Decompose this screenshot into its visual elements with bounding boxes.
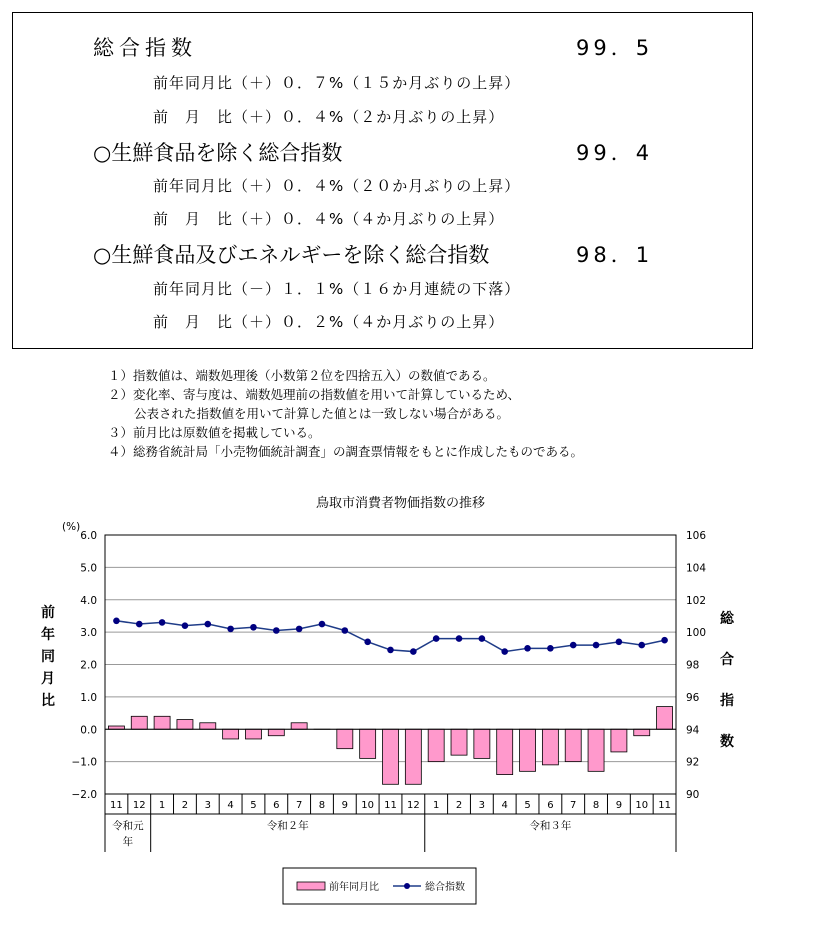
- bar-21: [565, 729, 581, 761]
- y-left-label-char: 年: [41, 627, 55, 643]
- y-left-tick-label: 0.0: [80, 724, 97, 737]
- x-tick-label-2: 12: [132, 800, 146, 811]
- y-left-tick-label: 1.0: [80, 691, 97, 704]
- bar-14: [405, 729, 421, 784]
- index-point-12: [364, 639, 371, 646]
- index-point-4: [182, 622, 189, 629]
- bar-13: [383, 729, 399, 784]
- y-right-tick-label: 104: [686, 562, 707, 575]
- x-tick-label-8: 6: [273, 800, 280, 811]
- summary-box: [12, 12, 753, 349]
- bar-25: [657, 707, 673, 730]
- index-point-7: [250, 624, 257, 631]
- x-tick-label-12: 10: [361, 800, 375, 811]
- y-left-label-char: 前: [41, 605, 55, 621]
- y-right-tick-label: 98: [686, 659, 700, 672]
- y-left-tick-label: 2.0: [80, 659, 97, 672]
- y-left-tick-label: 4.0: [80, 594, 97, 607]
- bar-4: [177, 720, 193, 730]
- x-tick-label-14: 12: [406, 800, 420, 811]
- y-left-label-char: 同: [41, 649, 55, 665]
- index-point-11: [342, 627, 349, 634]
- x-tick-label-22: 8: [592, 800, 600, 811]
- x-tick-label-18: 4: [501, 800, 508, 811]
- legend-line-marker: [404, 883, 410, 889]
- section-3-title: ○生鮮食品及びエネルギーを除く総合指数: [93, 243, 490, 267]
- section-3-line-1: 前年同月比（－）１．１%（１６か月連続の下落）: [153, 280, 521, 298]
- y-right-tick-label: 106: [686, 530, 707, 542]
- bar-20: [542, 729, 558, 765]
- section-2-title: ○生鮮食品を除く総合指数: [93, 141, 343, 165]
- x-tick-label-1: 11: [110, 800, 123, 811]
- index-point-14: [410, 648, 417, 655]
- note-2: ２）変化率、寄与度は、端数処理前の指数値を用いて計算しているため、: [108, 387, 521, 402]
- x-tick-label-23: 9: [615, 800, 623, 811]
- x-tick-label-9: 7: [295, 800, 303, 811]
- x-tick-label-20: 6: [547, 800, 554, 811]
- bar-6: [223, 729, 239, 739]
- y-right-label-char: 数: [720, 734, 734, 750]
- y-left-label-char: 月: [41, 671, 55, 687]
- y-left-unit: (%): [62, 521, 81, 533]
- x-tick-label-4: 2: [181, 800, 189, 811]
- section-2-value: 99．4: [576, 141, 654, 165]
- y-right-tick-label: 92: [686, 756, 700, 769]
- notes: [108, 366, 583, 461]
- index-point-10: [319, 621, 326, 628]
- y-right-label-char: 合: [720, 652, 734, 668]
- y-left-tick-label: 5.0: [80, 562, 97, 575]
- bar-9: [291, 723, 307, 729]
- cpi-chart: [0, 480, 819, 926]
- year-label-1: 年: [122, 836, 134, 848]
- x-tick-label-16: 2: [455, 800, 463, 811]
- section-1-line-2: 前 月 比（＋）０．４%（２か月ぶりの上昇）: [153, 108, 505, 126]
- legend-bar-label: 前年同月比: [329, 882, 379, 893]
- bar-3: [154, 716, 170, 729]
- x-tick-label-25: 11: [658, 800, 671, 811]
- index-point-21: [570, 642, 577, 649]
- section-2-line-2: 前 月 比（＋）０．４%（４か月ぶりの上昇）: [153, 210, 505, 228]
- y-left-tick-label: −1.0: [71, 756, 97, 769]
- y-right-tick-label: 100: [686, 627, 707, 640]
- bar-17: [474, 729, 490, 758]
- section-2-line-1: 前年同月比（＋）０．４%（２０か月ぶりの上昇）: [153, 177, 521, 195]
- x-tick-label-17: 3: [478, 800, 486, 811]
- index-point-8: [273, 627, 280, 634]
- index-point-24: [638, 642, 645, 649]
- bar-5: [200, 723, 216, 729]
- bar-19: [520, 729, 536, 771]
- index-point-17: [479, 635, 486, 642]
- section-1-value: 99．5: [576, 36, 654, 60]
- x-tick-label-10: 8: [318, 800, 326, 811]
- index-point-5: [204, 621, 211, 628]
- bar-16: [451, 729, 467, 755]
- x-tick-label-21: 7: [570, 800, 577, 811]
- legend-line-label: 総合指数: [425, 882, 465, 893]
- index-point-2: [136, 621, 143, 628]
- index-point-6: [227, 626, 234, 633]
- year-label-3: 令和３年: [529, 820, 572, 832]
- bar-8: [268, 729, 284, 735]
- bar-11: [337, 729, 353, 748]
- y-right-tick-label: 102: [686, 594, 707, 607]
- section-1-title: 総合指数: [93, 36, 197, 60]
- index-point-3: [159, 619, 166, 626]
- x-tick-label-11: 9: [341, 800, 349, 811]
- bar-23: [611, 729, 627, 752]
- note-4: ４）総務省統計局「小売物価統計調査」の調査票情報をもとに作成したものである。: [108, 444, 584, 459]
- index-point-19: [524, 645, 531, 652]
- x-tick-label-24: 10: [635, 800, 649, 811]
- index-point-13: [387, 647, 394, 654]
- y-left-tick-label: −2.0: [71, 789, 97, 801]
- index-point-25: [661, 637, 668, 644]
- bar-22: [588, 729, 604, 771]
- bar-18: [497, 729, 513, 774]
- y-right-tick-label: 96: [686, 691, 700, 704]
- x-tick-label-13: 11: [384, 800, 397, 811]
- index-point-22: [593, 642, 600, 649]
- y-left-tick-label: 6.0: [80, 530, 97, 542]
- y-right-tick-label: 90: [686, 789, 700, 801]
- bar-2: [131, 716, 147, 729]
- index-point-15: [433, 635, 440, 642]
- y-left-tick-label: 3.0: [80, 627, 97, 640]
- x-tick-label-5: 3: [204, 800, 211, 811]
- x-tick-label-6: 4: [227, 800, 234, 811]
- section-3-line-2: 前 月 比（＋）０．２%（４か月ぶりの上昇）: [153, 313, 505, 331]
- index-point-23: [616, 639, 623, 646]
- bar-12: [360, 729, 376, 758]
- section-1-line-1: 前年同月比（＋）０．７%（１５か月ぶりの上昇）: [153, 74, 521, 92]
- x-tick-label-3: 1: [158, 800, 166, 811]
- note-3: ３）前月比は原数値を掲載している。: [108, 425, 321, 440]
- y-right-label-char: 指: [720, 693, 734, 709]
- bar-15: [428, 729, 444, 761]
- section-3-value: 98．1: [576, 243, 654, 267]
- x-tick-label-19: 5: [524, 800, 531, 811]
- year-label-1: 令和元: [112, 820, 144, 832]
- legend-bar-swatch: [297, 882, 325, 890]
- y-right-label-char: 総: [720, 611, 734, 627]
- bar-24: [634, 729, 650, 735]
- year-label-2: 令和２年: [266, 820, 309, 832]
- index-point-16: [456, 635, 463, 642]
- bar-7: [245, 729, 261, 739]
- y-right-tick-label: 94: [686, 724, 700, 737]
- y-left-label-char: 比: [41, 693, 55, 709]
- index-point-1: [113, 617, 120, 624]
- index-point-18: [501, 648, 508, 655]
- index-point-9: [296, 626, 303, 633]
- note-2-cont: 公表された指数値を用いて計算した値とは一致しない場合がある。: [134, 406, 510, 421]
- note-1: １）指数値は、端数処理後（小数第２位を四捨五入）の数値である。: [108, 368, 496, 383]
- x-tick-label-15: 1: [432, 800, 440, 811]
- x-tick-label-7: 5: [250, 800, 257, 811]
- chart-title: 鳥取市消費者物価指数の推移: [315, 496, 486, 511]
- index-point-20: [547, 645, 554, 652]
